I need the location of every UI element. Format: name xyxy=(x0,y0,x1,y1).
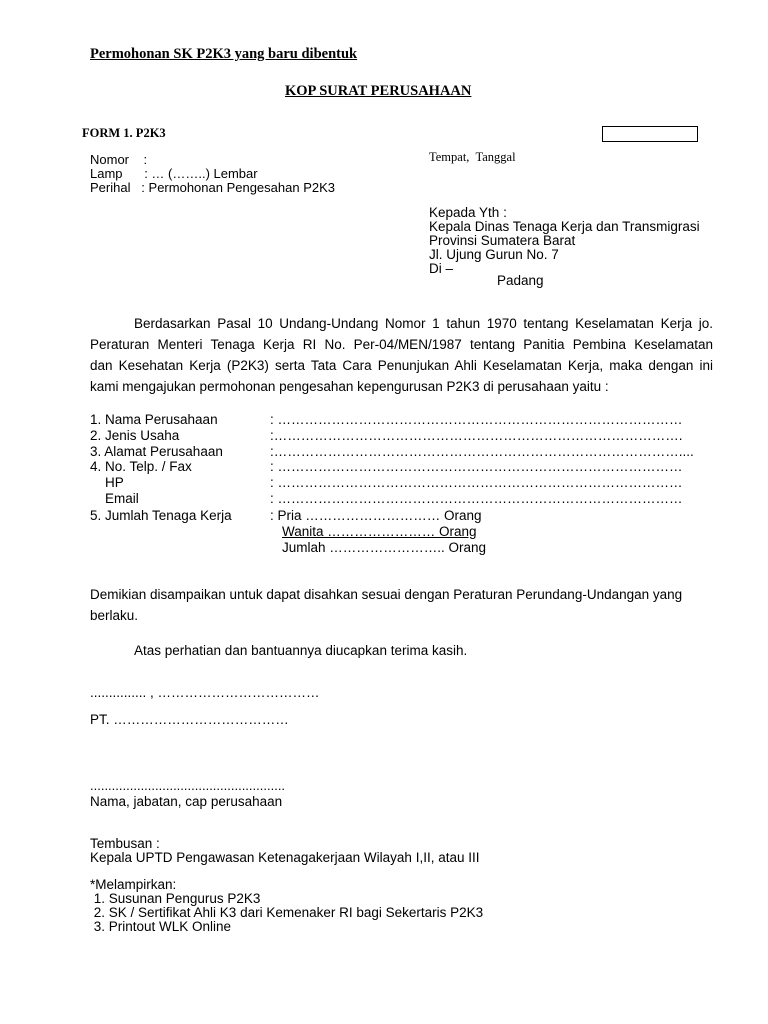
body-line-1: Berdasarkan Pasal 10 Undang-Undang Nomor 1 tahun 1970 tentang Keselamatan Kerja jo. xyxy=(134,316,713,331)
company-line: PT. ………………………………… xyxy=(90,712,289,727)
tembusan-label: Tembusan : xyxy=(90,836,160,851)
recipient-line-4: Di – xyxy=(429,261,454,276)
form-label: FORM 1. P2K3 xyxy=(82,126,166,140)
recipient-line-2: Provinsi Sumatera Barat xyxy=(429,233,576,248)
field-value-email: : ……………………………………………………………………………… xyxy=(270,491,683,506)
kepada-label: Kepada Yth : xyxy=(429,205,507,220)
tembusan-text: Kepala UPTD Pengawasan Ketenagakerjaan Wilayah I,II, atau III xyxy=(90,850,480,865)
signature-line: ...................................................... xyxy=(90,778,286,793)
body-paragraph xyxy=(90,313,713,397)
body-line-2: Peraturan Menteri Tenaga Kerja RI No. Per-04/MEN/1987 tentang Panitia Pembina Keselamatan xyxy=(90,337,713,352)
field-value-wanita: Wanita …………………… Orang xyxy=(282,524,477,539)
closing-line-2: berlaku. xyxy=(90,608,139,623)
field-label-alamat: 3. Alamat Perusahaan xyxy=(90,444,223,459)
perihal-line: Perihal : Permohonan Pengesahan P2K3 xyxy=(90,180,336,195)
body-line-3: dan Kesehatan Kerja (P2K3) serta Tata Cara Penunjukan Ahli Keselamatan Kerja, maka dengan ini xyxy=(90,358,713,373)
field-label-telp-fax: 4. No. Telp. / Fax xyxy=(90,459,192,474)
attachments-label: *Melampirkan: xyxy=(90,877,177,892)
field-label-jumlah-tenaga-kerja: 5. Jumlah Tenaga Kerja xyxy=(90,508,232,523)
field-label-email: Email xyxy=(90,491,139,506)
tempat-tanggal: Tempat, Tanggal xyxy=(429,150,516,164)
kop-title: KOP SURAT PERUSAHAAN xyxy=(285,83,472,99)
recipient-city: Padang xyxy=(497,273,544,288)
field-value-nama-perusahaan: : ……………………………………………………………………………… xyxy=(270,412,683,427)
field-value-hp: : ……………………………………………………………………………… xyxy=(270,475,683,490)
attachment-item: 3. Printout WLK Online xyxy=(90,919,232,934)
signature-caption: Nama, jabatan, cap perusahaan xyxy=(90,794,283,809)
form-number-box xyxy=(602,126,698,142)
attachment-item: 1. Susunan Pengurus P2K3 xyxy=(90,891,261,906)
field-label-hp: HP xyxy=(90,475,124,490)
field-value-jumlah: Jumlah …………………….. Orang xyxy=(282,540,487,555)
place-date-line: ............... , ……………………………… xyxy=(90,685,320,700)
body-line-4: kami mengajukan permohonan pengesahan kepengurusan P2K3 di perusahaan yaitu : xyxy=(90,379,609,394)
field-label-jenis-usaha: 2. Jenis Usaha xyxy=(90,428,180,443)
field-value-alamat: :……………………………………………………………………………….... xyxy=(270,444,694,459)
field-value-telp-fax: : ……………………………………………………………………………… xyxy=(270,459,683,474)
thanks-line: Atas perhatian dan bantuannya diucapkan terima kasih. xyxy=(134,643,468,658)
lamp-line: Lamp : … (……..) Lembar xyxy=(90,166,258,181)
closing-line-1: Demikian disampaikan untuk dapat disahkan sesuai dengan Peraturan Perundang-Undangan yang xyxy=(90,587,683,602)
field-label-nama-perusahaan: 1. Nama Perusahaan xyxy=(90,412,218,427)
recipient-line-3: Jl. Ujung Gurun No. 7 xyxy=(429,247,559,262)
attachment-item: 2. SK / Sertifikat Ahli K3 dari Kemenaker RI bagi Sekertaris P2K3 xyxy=(90,905,484,920)
recipient-line-1: Kepala Dinas Tenaga Kerja dan Transmigrasi xyxy=(429,219,700,234)
subject-title: Permohonan SK P2K3 yang baru dibentuk xyxy=(90,46,358,62)
field-value-pria: : Pria ………………………… Orang xyxy=(270,508,482,523)
nomor-line: Nomor : xyxy=(90,152,148,167)
field-value-jenis-usaha: :………………………………………………………………………………. xyxy=(270,428,683,443)
